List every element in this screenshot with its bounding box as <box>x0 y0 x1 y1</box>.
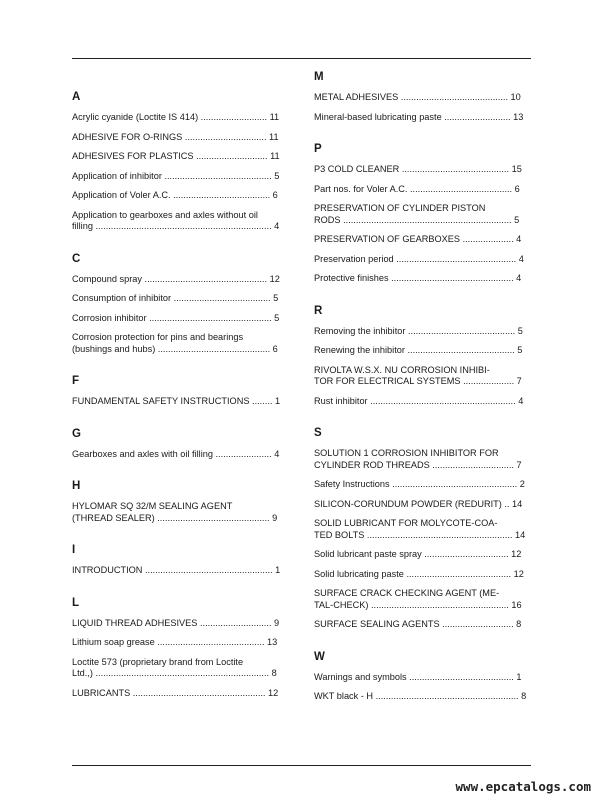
index-entry[interactable] <box>314 365 534 388</box>
section-letter: R <box>314 304 323 317</box>
index-entry-text: Consumption of inhibitor ...................................... 5 <box>72 293 279 303</box>
section-letter: I <box>72 544 76 556</box>
index-entry[interactable] <box>72 190 292 202</box>
section-letter: G <box>72 427 81 440</box>
index-entry-text: SURFACE SEALING AGENTS ............................ 8 <box>314 619 522 629</box>
index-entry[interactable] <box>314 479 534 491</box>
index-entry-text: Safety Instructions ................................................. 2 <box>314 479 525 489</box>
index-entry-text: Part nos. for Voler A.C. ........................................ 6 <box>314 183 520 194</box>
index-entry-text: Loctite 573 (proprietary brand from Loctite Ltd.,) .................................................................... 8 <box>72 656 277 678</box>
index-section <box>314 304 534 408</box>
index-entry-text: PRESERVATION OF GEARBOXES .................... 4 <box>314 234 522 244</box>
index-entry-text: HYLOMAR SQ 32/M SEALING AGENT (THREAD SEALER) ............................................ 9 <box>72 501 278 523</box>
index-entry[interactable] <box>314 569 534 581</box>
section-letter: L <box>72 596 80 609</box>
index-entry[interactable] <box>72 688 292 700</box>
index-entry-text: Solid lubricating paste ......................................... 12 <box>314 568 524 579</box>
index-entry-text: FUNDAMENTAL SAFETY INSTRUCTIONS ........ 1 <box>72 396 281 406</box>
index-section <box>314 70 534 123</box>
top-rule <box>72 58 531 59</box>
index-section <box>72 374 292 408</box>
index-entry[interactable] <box>314 203 534 226</box>
index-section <box>72 543 292 577</box>
index-entry-text: Corrosion protection for pins and bearings (bushings and hubs) ............................................ 6 <box>72 332 278 354</box>
index-entry[interactable] <box>314 499 534 511</box>
index-entry-text: Application of Voler A.C. ...................................... 6 <box>72 190 278 200</box>
index-entry-text: Gearboxes and axles with oil filling ...................... 4 <box>72 448 280 459</box>
index-entry-text: Rust inhibitor ......................................................... 4 <box>314 395 524 406</box>
section-letter: A <box>72 91 81 103</box>
index-entry-text: Mineral-based lubricating paste .......................... 13 <box>314 111 524 122</box>
index-entry[interactable] <box>72 112 292 124</box>
index-entry[interactable] <box>314 326 534 338</box>
index-entry-text: Removing the inhibitor .......................................... 5 <box>314 325 523 336</box>
index-entry[interactable] <box>72 132 292 144</box>
index-entry[interactable] <box>314 518 534 541</box>
index-section <box>314 426 534 631</box>
index-entry-text: INTRODUCTION .................................................. 1 <box>72 565 281 575</box>
section-letter: W <box>314 650 325 663</box>
index-section <box>72 252 292 356</box>
index-entry-text: Lithium soap grease .......................................... 13 <box>72 637 278 647</box>
index-entry-text: Acrylic cyanide (Loctite IS 414) .......................... 11 <box>72 112 280 122</box>
index-entry-text: LUBRICANTS .................................................... 12 <box>72 687 279 698</box>
index-entry[interactable] <box>72 449 292 461</box>
section-letter: C <box>72 252 81 265</box>
index-entry-text: Renewing the inhibitor .......................................... 5 <box>314 345 523 355</box>
index-entry[interactable] <box>72 171 292 183</box>
section-letter: F <box>72 375 80 387</box>
index-entry[interactable] <box>314 254 534 266</box>
index-entry-text: ADHESIVE FOR O-RINGS ................................ 11 <box>72 131 279 142</box>
index-entry-text: Application to gearboxes and axles without oil filling ..................................................................... 4 <box>72 209 280 231</box>
index-entry-text: Application of inhibitor .......................................... 5 <box>72 170 280 181</box>
index-section <box>72 479 292 524</box>
index-entry[interactable] <box>314 345 534 357</box>
index-entry-text: Corrosion inhibitor ................................................ 5 <box>72 312 280 323</box>
index-entry-text: LIQUID THREAD ADHESIVES ............................ 9 <box>72 617 280 628</box>
index-entry-text: Solid lubricant paste spray ................................. 12 <box>314 549 522 559</box>
index-entry-text: ADHESIVES FOR PLASTICS ............................ 11 <box>72 151 280 161</box>
index-entry[interactable] <box>72 657 292 680</box>
index-entry-text: WKT black - H ........................................................ 8 <box>314 691 527 701</box>
index-entry[interactable] <box>72 332 292 355</box>
index-entry[interactable] <box>72 565 292 577</box>
index-entry[interactable] <box>314 588 534 611</box>
index-section <box>72 427 292 461</box>
index-entry-text: SILICON-CORUNDUM POWDER (REDURIT) .. 14 <box>314 498 523 509</box>
index-column-left <box>72 66 292 707</box>
section-letter: P <box>314 143 322 155</box>
index-entry[interactable] <box>72 274 292 286</box>
index-entry[interactable] <box>314 549 534 561</box>
index-entry-text: SOLID LUBRICANT FOR MOLYCOTE-COA- TED BOLTS ......................................................... 14 <box>314 518 526 540</box>
index-entry[interactable] <box>314 184 534 196</box>
index-entry[interactable] <box>72 618 292 630</box>
index-entry[interactable] <box>314 619 534 631</box>
index-entry[interactable] <box>314 691 534 703</box>
index-entry[interactable] <box>72 151 292 163</box>
index-entry-text: SOLUTION 1 CORROSION INHIBITOR FOR CYLINDER ROD THREADS ................................ 7 <box>314 448 522 470</box>
index-entry[interactable] <box>314 164 534 176</box>
bottom-rule <box>72 765 531 766</box>
section-letter: S <box>314 427 322 439</box>
index-entry[interactable] <box>72 637 292 649</box>
index-entry[interactable] <box>314 92 534 104</box>
index-section <box>72 90 292 233</box>
index-entry-text: SURFACE CRACK CHECKING AGENT (ME- TAL-CHECK) ...................................................... 16 <box>314 588 522 610</box>
section-letter: H <box>72 480 81 492</box>
index-entry[interactable] <box>72 501 292 524</box>
index-entry-text: RIVOLTA W.S.X. NU CORROSION INHIBI- TOR FOR ELECTRICAL SYSTEMS .................... 7 <box>314 364 522 386</box>
index-entry[interactable] <box>314 672 534 684</box>
index-section <box>72 596 292 700</box>
index-entry[interactable] <box>72 396 292 408</box>
index-entry-text: METAL ADHESIVES .......................................... 10 <box>314 92 521 102</box>
index-entry[interactable] <box>72 210 292 233</box>
index-section <box>314 142 534 285</box>
index-entry-text: PRESERVATION OF CYLINDER PISTON RODS .................................................................. 5 <box>314 203 520 225</box>
index-entry[interactable] <box>314 234 534 246</box>
index-entry-text: P3 COLD CLEANER .......................................... 15 <box>314 164 522 174</box>
index-entry-text: Protective finishes ................................................ 4 <box>314 273 522 283</box>
index-entry[interactable] <box>72 313 292 325</box>
index-entry-text: Warnings and symbols ......................................... 1 <box>314 671 522 682</box>
footer-url[interactable]: www.epcatalogs.com <box>455 779 591 794</box>
index-entry-text: Compound spray ................................................ 12 <box>72 273 280 284</box>
index-column-right <box>314 66 534 711</box>
index-entry[interactable] <box>72 293 292 305</box>
index-entry[interactable] <box>314 396 534 408</box>
index-entry[interactable] <box>314 273 534 285</box>
index-entry-text: Preservation period ............................................... 4 <box>314 253 524 264</box>
index-entry[interactable] <box>314 448 534 471</box>
index-entry[interactable] <box>314 112 534 124</box>
index-section <box>314 650 534 703</box>
section-letter: M <box>314 71 324 83</box>
